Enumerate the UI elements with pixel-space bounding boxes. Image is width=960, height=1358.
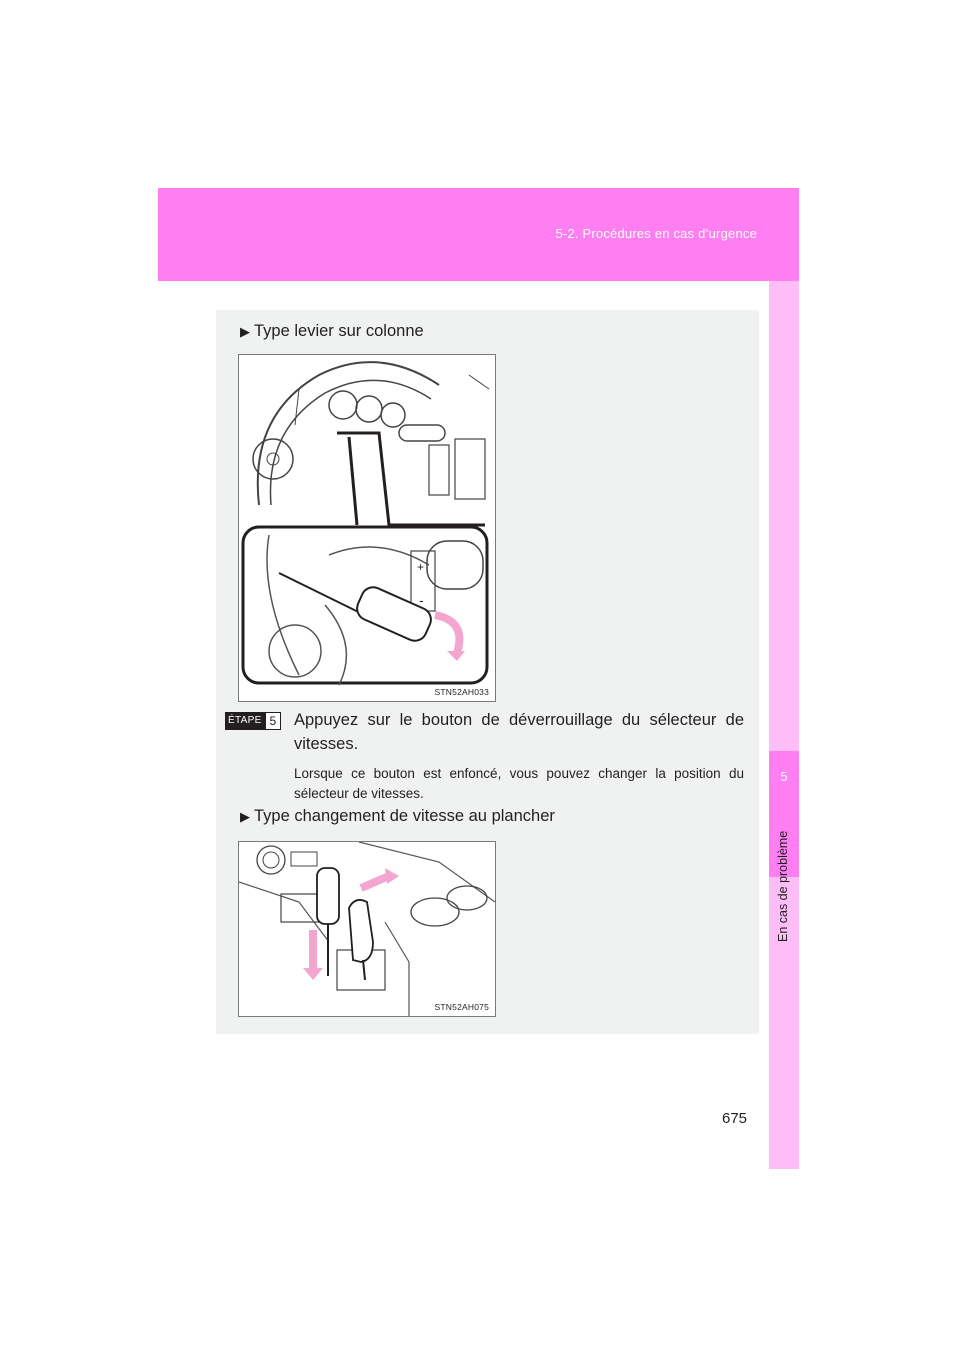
step-badge-word: ÉTAPE: [225, 712, 265, 730]
column-shift-illustration: [239, 355, 495, 701]
step-note: Lorsque ce bouton est enfoncé, vous pouvez changer la position du sélecteur de vitesses.: [294, 766, 744, 801]
svg-text:+: +: [417, 560, 425, 574]
content-box: [216, 310, 759, 1034]
chapter-title: En cas de problème: [776, 830, 790, 942]
figure-code-1: STN52AH033: [434, 687, 489, 697]
chapter-number: 5: [780, 769, 788, 784]
step-badge-number: 5: [265, 712, 282, 730]
svg-text:-: -: [419, 592, 424, 608]
section-title: 5-2. Procédures en cas d’urgence: [555, 226, 757, 241]
triangle-bullet-icon: ▶: [240, 324, 250, 339]
subhead-column-shift-label: Type levier sur colonne: [254, 322, 424, 340]
figure-floor-shift: [238, 841, 496, 1017]
subhead-floor-shift-label: Type changement de vitesse au plancher: [254, 807, 555, 825]
triangle-bullet-icon: ▶: [240, 809, 250, 824]
page-number: 675: [722, 1110, 748, 1127]
figure-column-shift: [238, 354, 496, 702]
subhead-column-shift: [240, 322, 424, 341]
step-instruction: Appuyez sur le bouton de déverrouillage du sélecteur de vitesses.: [294, 711, 744, 753]
chapter-side-tab: [769, 281, 799, 1169]
subhead-floor-shift: [240, 807, 555, 826]
figure-code-2: STN52AH075: [434, 1002, 489, 1012]
header-bar: [158, 188, 799, 281]
step-badge: [225, 712, 281, 730]
floor-shift-illustration: [239, 842, 495, 1016]
